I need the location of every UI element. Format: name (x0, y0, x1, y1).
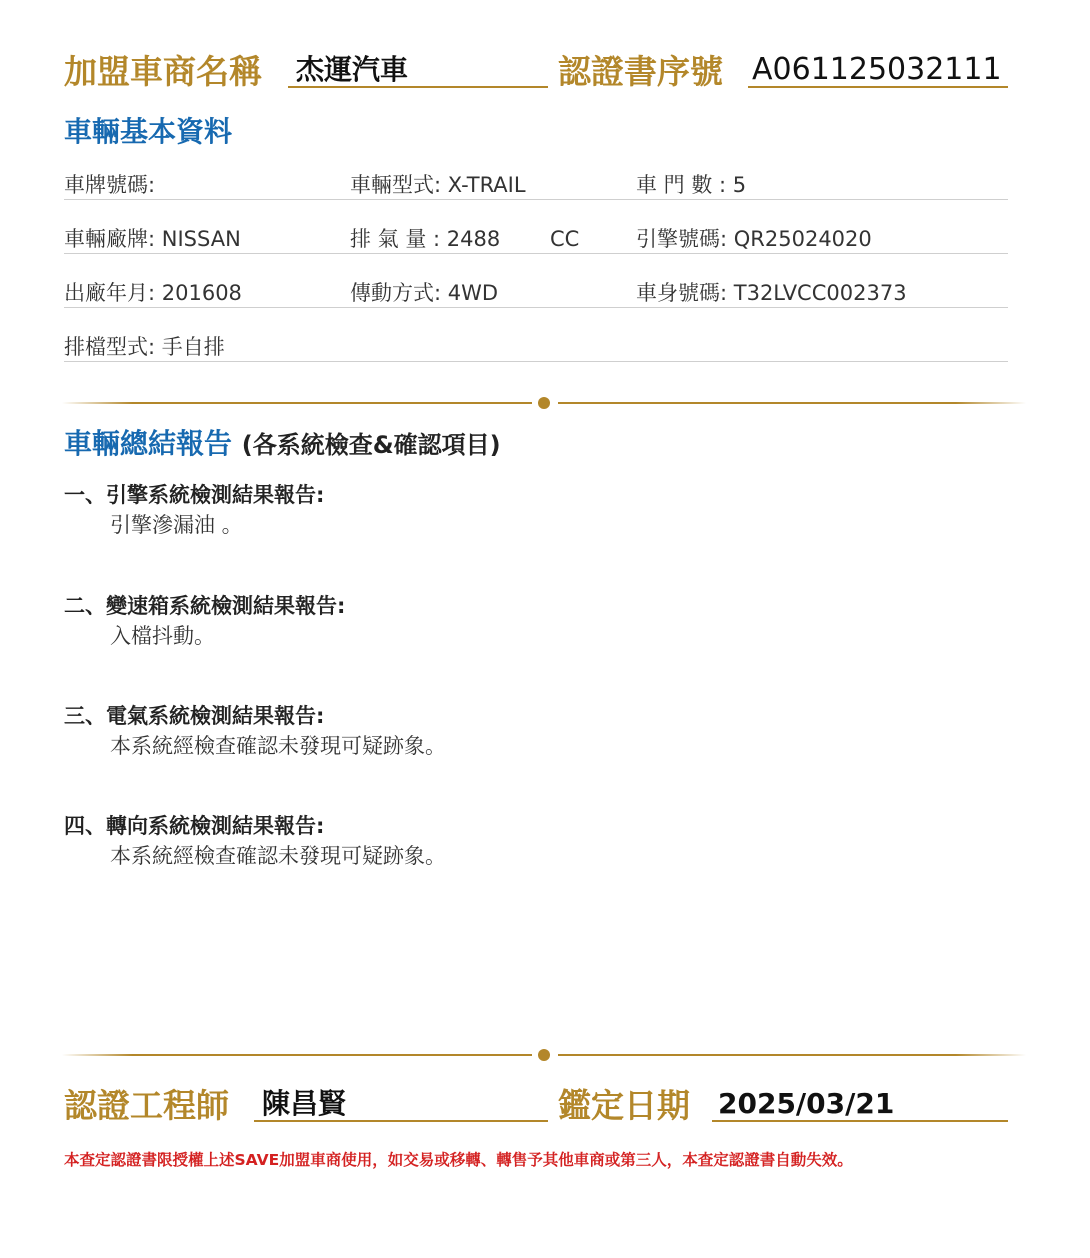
inspection-date-underline (712, 1120, 1008, 1122)
gold-divider-left (62, 402, 532, 404)
electrical-report-heading: 三、電氣系統檢測結果報告: (64, 704, 325, 728)
info-row-divider (64, 307, 1008, 308)
engineer-underline (254, 1120, 548, 1122)
inspection-date-value: 2025/03/21 (718, 1087, 895, 1120)
validity-notice: 本查定認證書限授權上述SAVE加盟車商使用，如交易或移轉、轉售予其他車商或第三人，本查定認證書自動失效。 (64, 1151, 853, 1169)
engineer-label: 認證工程師 (64, 1086, 229, 1125)
manufacture-date-field: 出廠年月: 201608 (64, 281, 242, 305)
info-row-divider (64, 253, 1008, 254)
vin-field: 車身號碼: T32LVCC002373 (636, 281, 907, 305)
engine-report-heading: 一、引擎系統檢測結果報告: (64, 483, 325, 507)
model-field: 車輛型式: X-TRAIL (350, 173, 526, 197)
info-row-divider (64, 361, 1008, 362)
basic-info-title: 車輛基本資料 (64, 115, 233, 148)
inspection-date-label: 鑑定日期 (558, 1086, 690, 1125)
steering-report-heading: 四、轉向系統檢測結果報告: (64, 814, 325, 838)
brand-field: 車輛廠牌: NISSAN (64, 227, 241, 251)
doors-field: 車 門 數 : 5 (636, 173, 747, 197)
gold-divider-left (62, 1054, 532, 1056)
drive-type-field: 傳動方式: 4WD (350, 281, 499, 305)
summary-subtitle: (各系統檢查&確認項目) (241, 431, 501, 459)
displacement-field: 排 氣 量 : 2488 (350, 227, 501, 251)
transmission-report-heading: 二、變速箱系統檢測結果報告: (64, 594, 346, 618)
plate-field: 車牌號碼: (64, 173, 156, 197)
cert-number-value: A061125032111 (752, 52, 1002, 87)
engine-report-body: 引擎滲漏油 。 (110, 513, 243, 537)
cert-number-label: 認證書序號 (558, 52, 723, 91)
engineer-value: 陳昌賢 (262, 1087, 347, 1120)
gold-divider-right (558, 1054, 1026, 1056)
engine-number-field: 引擎號碼: QR25024020 (636, 227, 872, 251)
gold-divider-dot (538, 397, 550, 409)
summary-title (64, 424, 501, 465)
electrical-report-body: 本系統經檢查確認未發現可疑跡象。 (110, 734, 446, 758)
dealer-name-underline (288, 86, 548, 88)
gold-divider-dot (538, 1049, 550, 1061)
displacement-unit: CC (550, 227, 580, 251)
transmission-field: 排檔型式: 手自排 (64, 335, 225, 359)
summary-title-text: 車輛總結報告 (64, 427, 233, 460)
dealer-name-label: 加盟車商名稱 (64, 52, 262, 91)
cert-number-underline (748, 86, 1008, 88)
dealer-name-value: 杰運汽車 (296, 53, 409, 86)
info-row-divider (64, 199, 1008, 200)
gold-divider-right (558, 402, 1026, 404)
transmission-report-body: 入檔抖動。 (110, 624, 215, 648)
steering-report-body: 本系統經檢查確認未發現可疑跡象。 (110, 844, 446, 868)
